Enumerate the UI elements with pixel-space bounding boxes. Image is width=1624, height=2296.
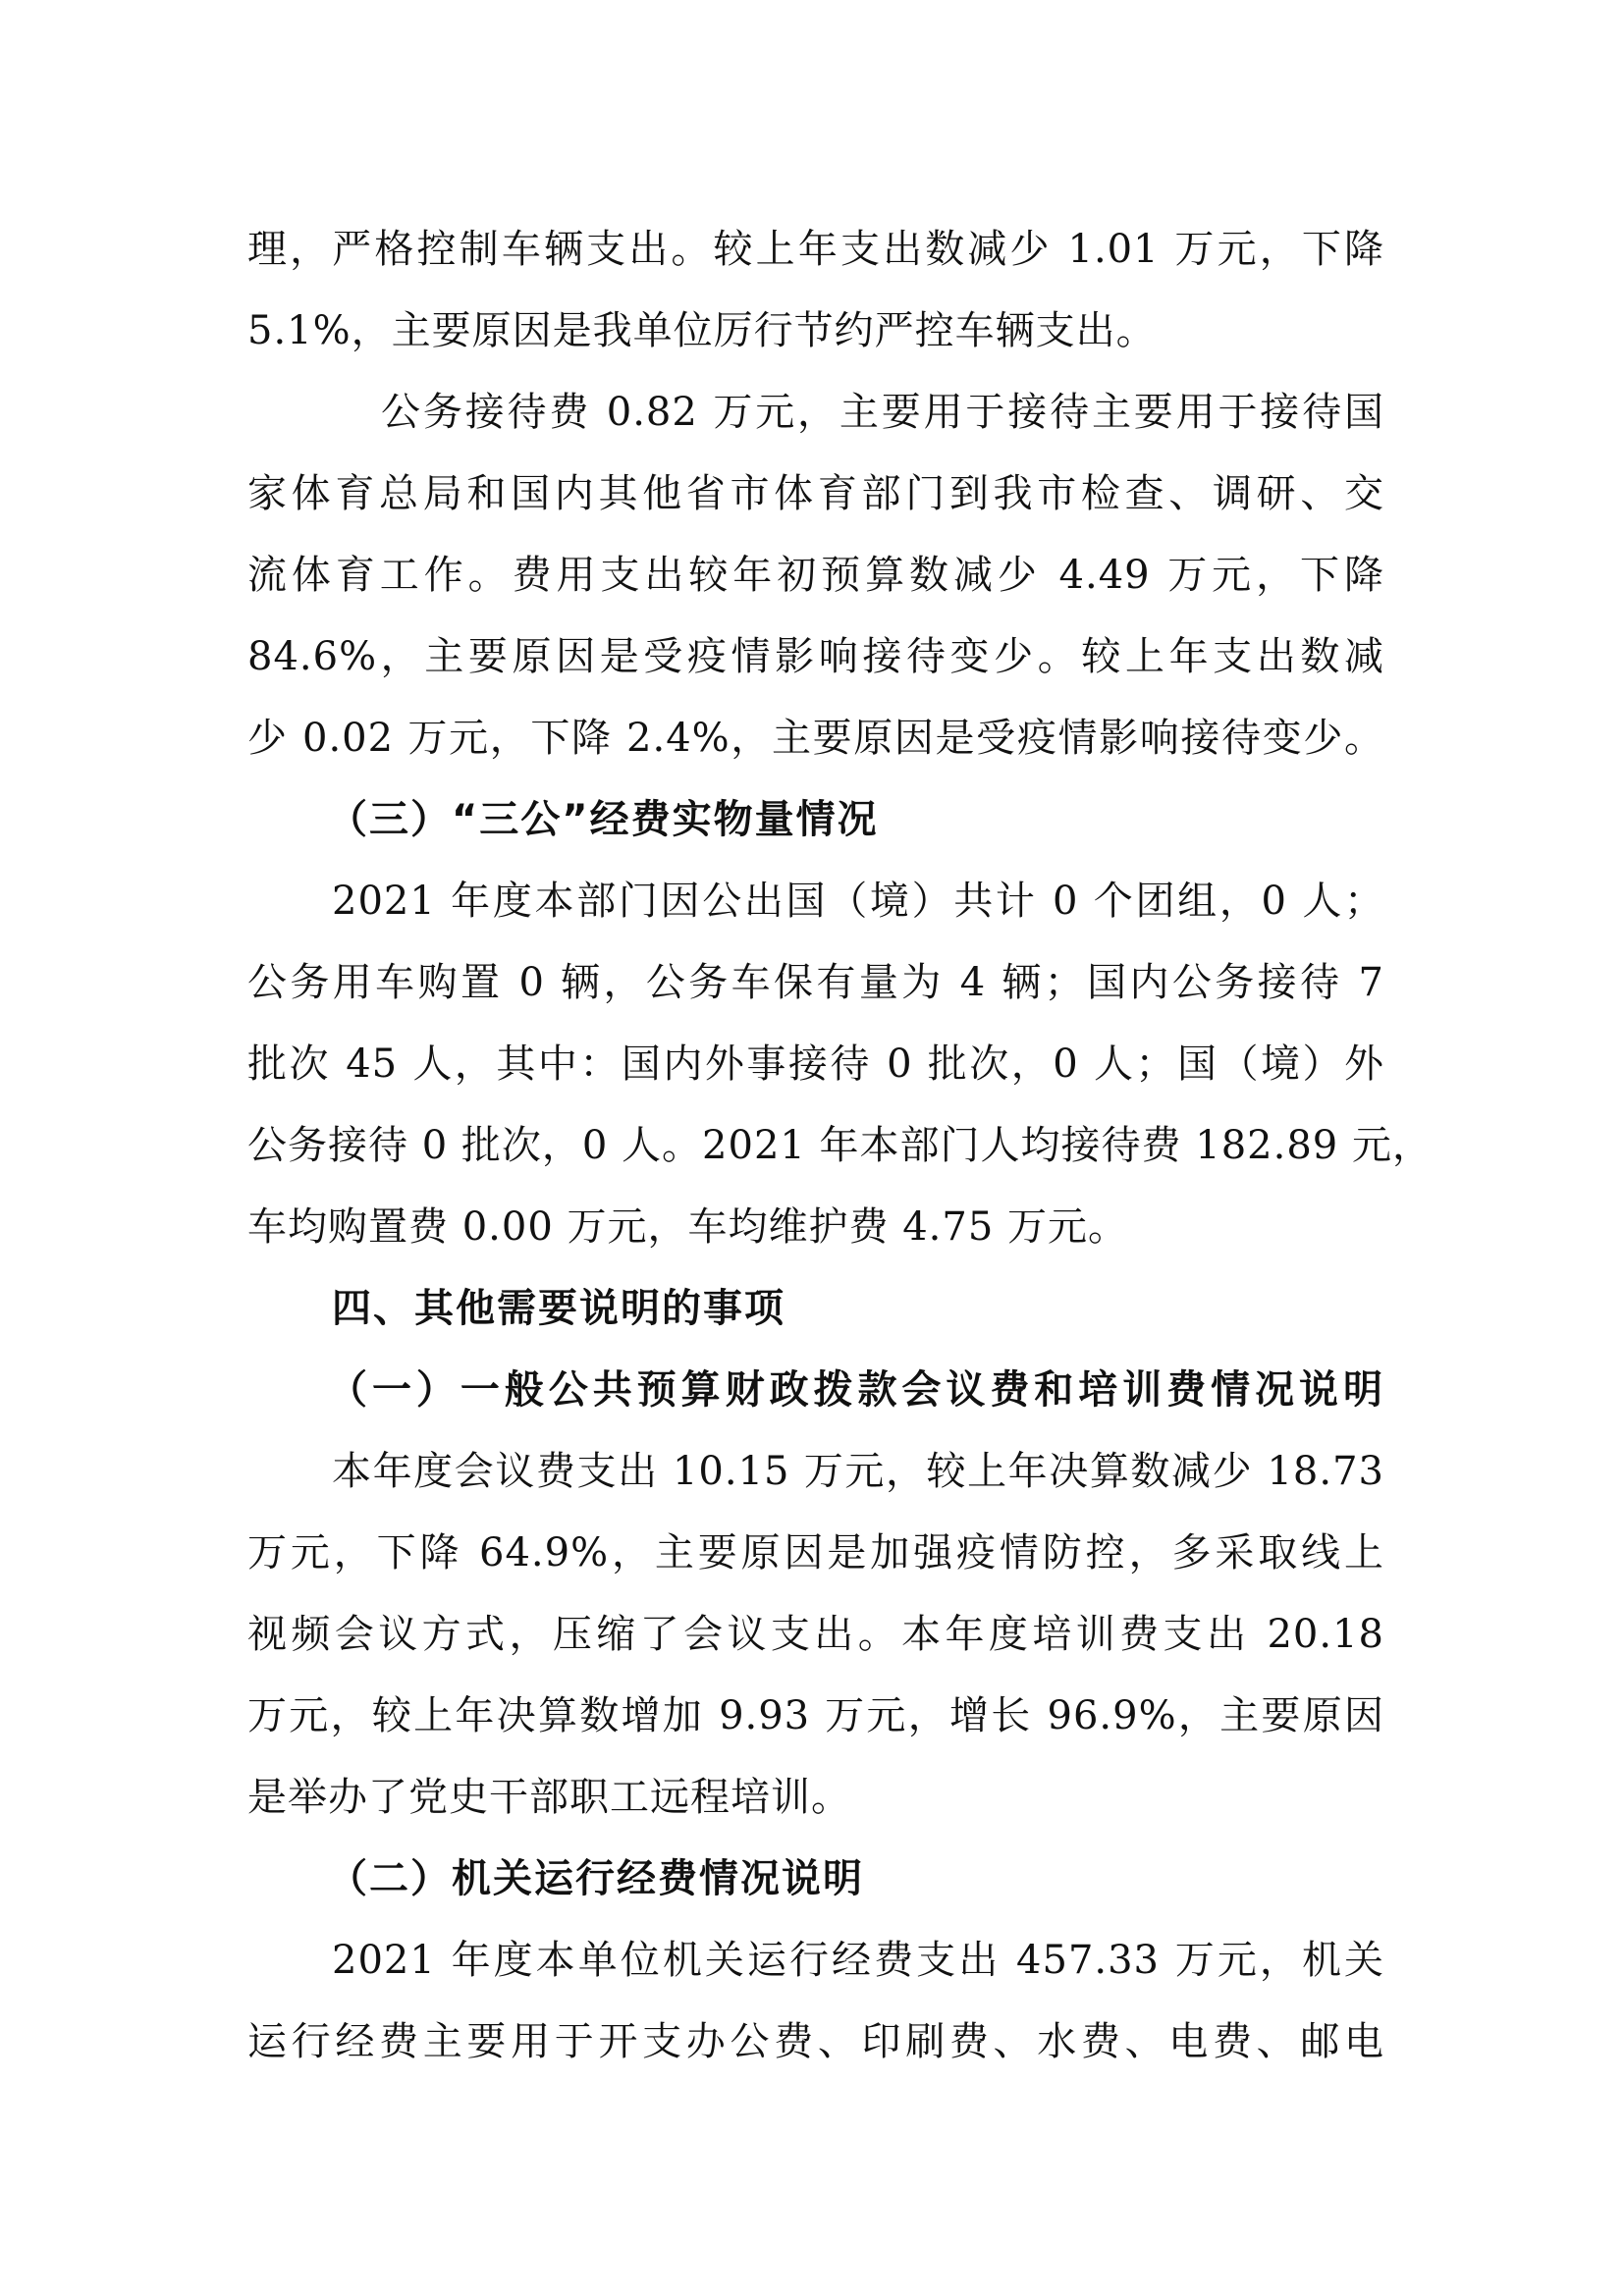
paragraph-line: 2021 年度本单位机关运行经费支出 457.33 万元，机关 <box>332 1938 1384 1983</box>
paragraph-line: 万元，下降 64.9%，主要原因是加强疫情防控，多采取线上 <box>247 1530 1384 1575</box>
section-heading: 四、其他需要说明的事项 <box>332 1286 785 1331</box>
paragraph-line: 本年度会议费支出 10.15 万元，较上年决算数减少 18.73 <box>332 1449 1384 1494</box>
paragraph-line: 视频会议方式，压缩了会议支出。本年度培训费支出 20.18 <box>247 1612 1384 1657</box>
paragraph-line: 是举办了党史干部职工远程培训。 <box>247 1775 851 1820</box>
paragraph-line: 车均购置费 0.00 万元，车均维护费 4.75 万元。 <box>247 1204 1128 1250</box>
paragraph-line: 家体育总局和国内其他省市体育部门到我市检查、调研、交 <box>247 471 1384 516</box>
paragraph-line: 理，严格控制车辆支出。较上年支出数减少 1.01 万元，下降 <box>247 227 1384 272</box>
paragraph-line: 批次 45 人，其中：国内外事接待 0 批次，0 人；国（境）外 <box>247 1041 1384 1087</box>
section-heading: （三）“三公”经费实物量情况 <box>328 797 879 842</box>
paragraph-line: 公务用车购置 0 辆，公务车保有量为 4 辆；国内公务接待 7 <box>247 960 1384 1005</box>
paragraph-line: 84.6%，主要原因是受疫情影响接待变少。较上年支出数减 <box>247 634 1384 679</box>
paragraph-line: 公务接待费 0.82 万元，主要用于接待主要用于接待国 <box>381 390 1384 435</box>
paragraph-line: 运行经费主要用于开支办公费、印刷费、水费、电费、邮电 <box>247 2019 1384 2064</box>
paragraph-line: 2021 年度本部门因公出国（境）共计 0 个团组，0 人； <box>332 879 1384 924</box>
paragraph-line: 5.1%，主要原因是我单位厉行节约严控车辆支出。 <box>247 308 1157 353</box>
paragraph-line: 流体育工作。费用支出较年初预算数减少 4.49 万元，下降 <box>247 553 1384 598</box>
document-body <box>247 209 1433 2083</box>
section-heading: （一）一般公共预算财政拨款会议费和培训费情况说明 <box>328 1367 1384 1413</box>
section-heading: （二）机关运行经费情况说明 <box>328 1856 864 1901</box>
paragraph-line: 公务接待 0 批次，0 人。2021 年本部门人均接待费 182.89 元， <box>247 1123 1433 1168</box>
paragraph-line: 万元，较上年决算数增加 9.93 万元，增长 96.9%，主要原因 <box>247 1693 1384 1738</box>
paragraph-line: 少 0.02 万元，下降 2.4%，主要原因是受疫情影响接待变少。 <box>247 716 1384 761</box>
